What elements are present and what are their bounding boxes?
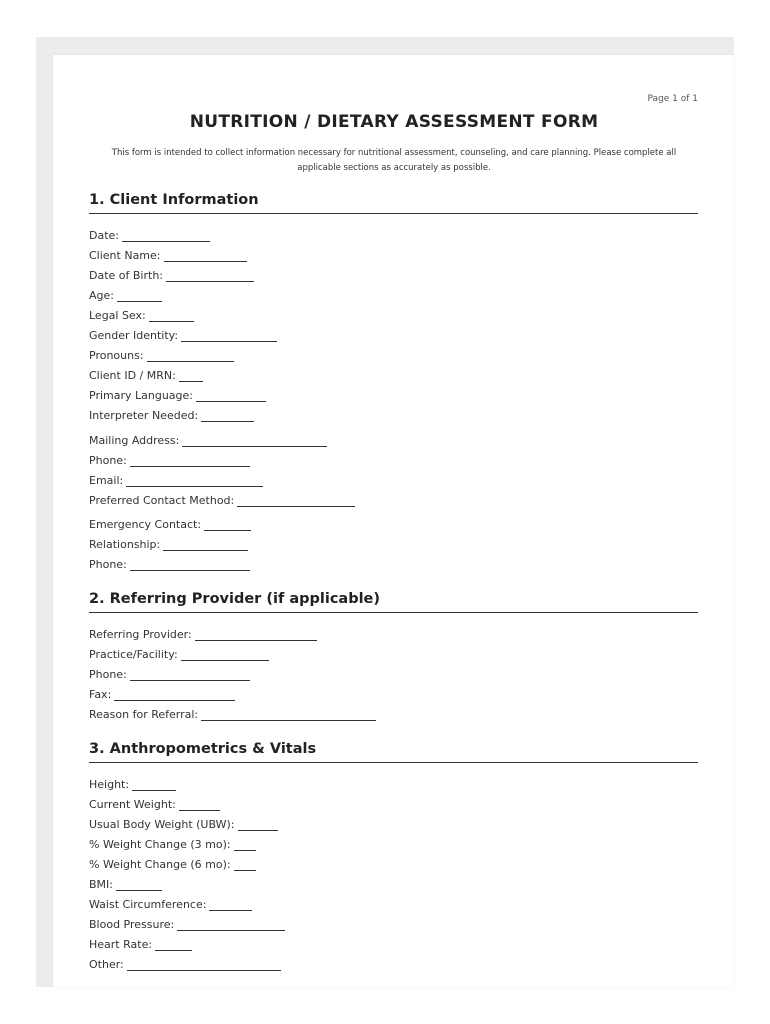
- field-label: Current Weight:: [89, 798, 176, 811]
- section-heading: 1. Client Information: [89, 192, 698, 214]
- field-label: Interpreter Needed:: [89, 409, 199, 422]
- field-input-line[interactable]: [132, 780, 176, 791]
- field-age[interactable]: [89, 289, 162, 302]
- field-blood-pressure[interactable]: [89, 918, 285, 931]
- field-client-name[interactable]: [89, 249, 247, 262]
- field-date[interactable]: [89, 229, 210, 242]
- field-input-line[interactable]: [234, 840, 256, 851]
- field-phone[interactable]: [89, 454, 250, 467]
- field-label: Client Name:: [89, 249, 161, 262]
- field-referring-phone[interactable]: [89, 668, 250, 681]
- field-input-line[interactable]: [204, 520, 251, 531]
- field-input-line[interactable]: [130, 670, 250, 681]
- field-legal-sex[interactable]: [89, 309, 194, 322]
- field-label: Usual Body Weight (UBW):: [89, 818, 235, 831]
- field-current-weight[interactable]: [89, 798, 220, 811]
- form-intro: This form is intended to collect information necessary for nutritional assessment, counseling, and care planning. Please complete all applicable sections as accurately as possible.: [111, 148, 677, 173]
- field-input-line[interactable]: [179, 371, 203, 382]
- field-label: Date of Birth:: [89, 269, 164, 282]
- field-label: Mailing Address:: [89, 434, 180, 447]
- field-preferred-contact-method[interactable]: [89, 494, 355, 507]
- section-heading: 3. Anthropometrics & Vitals: [89, 741, 698, 763]
- field-input-line[interactable]: [126, 476, 263, 487]
- field-label: % Weight Change (6 mo):: [89, 858, 231, 871]
- field-weight-change-3mo[interactable]: [89, 838, 256, 851]
- field-input-line[interactable]: [201, 411, 254, 422]
- field-input-line[interactable]: [166, 271, 254, 282]
- field-label: Age:: [89, 289, 114, 302]
- field-input-line[interactable]: [114, 690, 235, 701]
- field-usual-body-weight[interactable]: [89, 818, 278, 831]
- section-anthropometrics-vitals: [89, 741, 698, 763]
- field-input-line[interactable]: [196, 391, 266, 402]
- field-label: Blood Pressure:: [89, 918, 175, 931]
- field-label: Relationship:: [89, 538, 161, 551]
- field-input-line[interactable]: [238, 820, 278, 831]
- field-other[interactable]: [89, 958, 281, 971]
- field-input-line[interactable]: [177, 920, 285, 931]
- field-heart-rate[interactable]: [89, 938, 192, 951]
- field-input-line[interactable]: [164, 251, 247, 262]
- field-input-line[interactable]: [116, 880, 162, 891]
- field-label: Other:: [89, 958, 124, 971]
- field-email[interactable]: [89, 474, 263, 487]
- field-label: % Weight Change (3 mo):: [89, 838, 231, 851]
- field-client-id-mrn[interactable]: [89, 369, 203, 382]
- section-heading: 2. Referring Provider (if applicable): [89, 591, 698, 613]
- field-label: Emergency Contact:: [89, 518, 202, 531]
- field-label: Legal Sex:: [89, 309, 146, 322]
- field-referring-provider[interactable]: [89, 628, 317, 641]
- field-height[interactable]: [89, 778, 176, 791]
- field-primary-language[interactable]: [89, 389, 266, 402]
- field-emergency-contact[interactable]: [89, 518, 251, 531]
- field-input-line[interactable]: [201, 710, 376, 721]
- field-fax[interactable]: [89, 688, 235, 701]
- field-input-line[interactable]: [130, 560, 250, 571]
- field-label: Email:: [89, 474, 124, 487]
- field-practice-facility[interactable]: [89, 648, 269, 661]
- field-input-line[interactable]: [117, 291, 162, 302]
- field-date-of-birth[interactable]: [89, 269, 254, 282]
- section-referring-provider: [89, 591, 698, 613]
- field-label: Gender Identity:: [89, 329, 179, 342]
- field-input-line[interactable]: [179, 800, 220, 811]
- field-relationship[interactable]: [89, 538, 248, 551]
- field-mailing-address[interactable]: [89, 434, 327, 447]
- field-label: Waist Circumference:: [89, 898, 207, 911]
- field-label: Height:: [89, 778, 130, 791]
- field-weight-change-6mo[interactable]: [89, 858, 256, 871]
- field-input-line[interactable]: [181, 331, 277, 342]
- field-waist-circumference[interactable]: [89, 898, 252, 911]
- field-input-line[interactable]: [182, 436, 327, 447]
- field-emergency-phone[interactable]: [89, 558, 250, 571]
- field-reason-for-referral[interactable]: [89, 708, 376, 721]
- field-label: Pronouns:: [89, 349, 144, 362]
- field-label: Referring Provider:: [89, 628, 192, 641]
- field-interpreter-needed[interactable]: [89, 409, 254, 422]
- field-input-line[interactable]: [130, 456, 250, 467]
- field-input-line[interactable]: [122, 231, 210, 242]
- field-gender-identity[interactable]: [89, 329, 277, 342]
- field-input-line[interactable]: [163, 540, 248, 551]
- form-title: NUTRITION / DIETARY ASSESSMENT FORM: [189, 112, 599, 132]
- section-client-information: [89, 192, 698, 214]
- field-input-line[interactable]: [209, 900, 252, 911]
- field-input-line[interactable]: [237, 496, 355, 507]
- field-input-line[interactable]: [181, 650, 269, 661]
- field-label: Phone:: [89, 454, 127, 467]
- field-input-line[interactable]: [234, 860, 256, 871]
- field-label: Client ID / MRN:: [89, 369, 176, 382]
- field-input-line[interactable]: [127, 960, 281, 971]
- field-input-line[interactable]: [195, 630, 317, 641]
- field-label: Phone:: [89, 558, 127, 571]
- field-label: Practice/Facility:: [89, 648, 178, 661]
- field-input-line[interactable]: [147, 351, 234, 362]
- field-label: Reason for Referral:: [89, 708, 199, 721]
- field-pronouns[interactable]: [89, 349, 234, 362]
- field-label: Fax:: [89, 688, 112, 701]
- field-bmi[interactable]: [89, 878, 162, 891]
- page-number: Page 1 of 1: [647, 94, 698, 104]
- field-label: BMI:: [89, 878, 113, 891]
- field-label: Date:: [89, 229, 119, 242]
- field-label: Preferred Contact Method:: [89, 494, 235, 507]
- field-label: Heart Rate:: [89, 938, 153, 951]
- field-label: Primary Language:: [89, 389, 193, 402]
- field-label: Phone:: [89, 668, 127, 681]
- field-input-line[interactable]: [149, 311, 194, 322]
- field-input-line[interactable]: [155, 940, 192, 951]
